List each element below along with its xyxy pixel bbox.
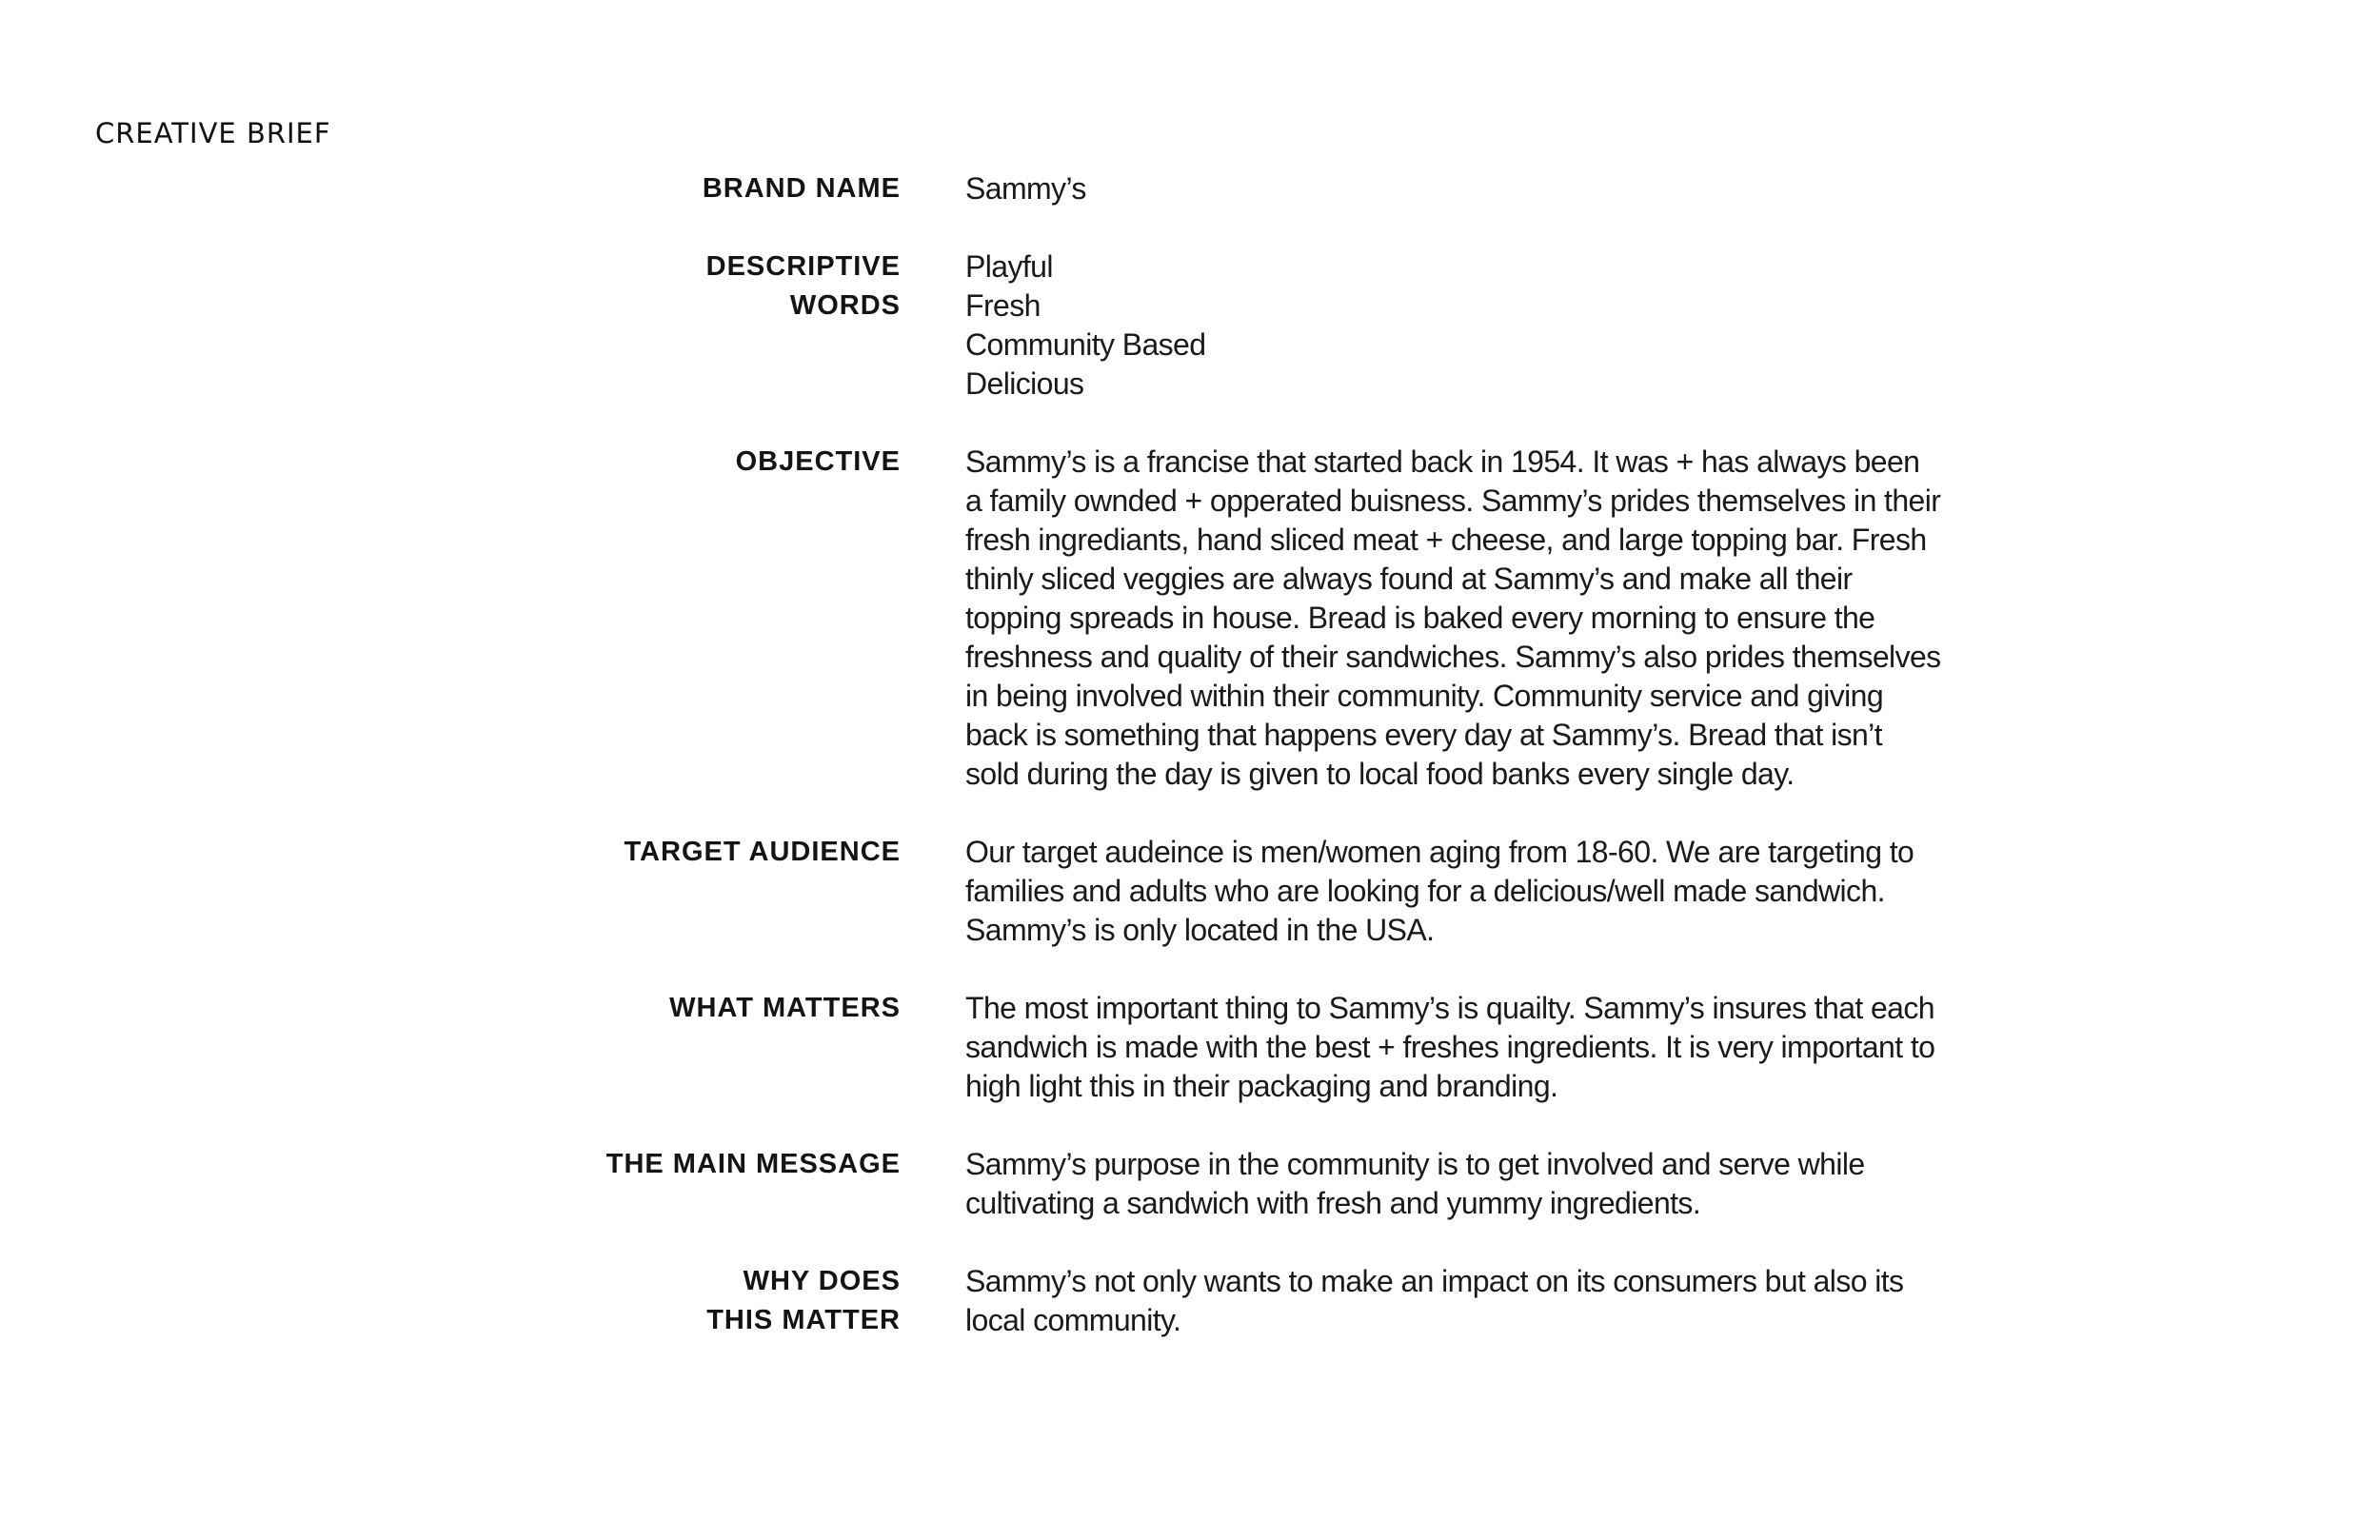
brief-row-main-message bbox=[533, 1145, 1942, 1223]
brief-row-what-matters bbox=[533, 989, 1942, 1106]
brief-row-descriptive-words bbox=[533, 247, 1942, 404]
descriptive-words-list bbox=[965, 247, 1942, 404]
descriptive-words-label-line1: DESCRIPTIVE bbox=[705, 251, 901, 282]
main-message-label: THE MAIN MESSAGE bbox=[605, 1149, 901, 1179]
descriptive-words-label bbox=[533, 247, 901, 326]
descriptive-word: Delicious bbox=[965, 366, 1084, 401]
brief-row-brand-name bbox=[533, 169, 1942, 208]
page-title: CREATIVE BRIEF bbox=[95, 117, 331, 149]
creative-brief-table bbox=[533, 169, 1942, 1340]
target-audience-value: Our target audeince is men/women aging from 18-60. We are targeting to families and adults who are looking for a delicious/well made sandwich. Sammy’s is only located in the USA. bbox=[965, 835, 1914, 947]
brand-name-value: Sammy’s bbox=[965, 171, 1086, 206]
brief-row-why-matter bbox=[533, 1262, 1942, 1340]
objective-label: OBJECTIVE bbox=[735, 446, 901, 477]
main-message-value: Sammy’s purpose in the community is to get involved and serve while cultivating a sandwich with fresh and yummy ingredients. bbox=[965, 1147, 1865, 1220]
brand-name-label: BRAND NAME bbox=[702, 173, 901, 204]
descriptive-word: Playful bbox=[965, 249, 1053, 284]
target-audience-label: TARGET AUDIENCE bbox=[624, 837, 901, 867]
why-matter-value: Sammy’s not only wants to make an impact on its consumers but also its local community. bbox=[965, 1264, 1904, 1337]
descriptive-words-label-line2: WORDS bbox=[789, 290, 901, 321]
brief-row-target-audience bbox=[533, 833, 1942, 950]
why-matter-label-line1: WHY DOES bbox=[743, 1266, 901, 1296]
what-matters-label: WHAT MATTERS bbox=[669, 993, 901, 1023]
descriptive-word: Fresh bbox=[965, 288, 1041, 323]
why-matter-label-line2: THIS MATTER bbox=[706, 1305, 901, 1335]
brief-row-objective bbox=[533, 443, 1942, 794]
descriptive-word: Community Based bbox=[965, 327, 1206, 362]
objective-value: Sammy’s is a francise that started back in 1954. It was + has always been a family ownded + opperated buisness. Sammy’s prides themselves in their fresh ingrediants, hand sliced meat + cheese, and large topping bar. Fresh thinly sliced veggies are always found at Sammy’s and make all their topping spreads in house. Bread is baked every morning to ensure the freshness and quality of their sandwiches. Sammy’s also prides themselves in being involved within their community. Community service and giving back is something that happens every day at Sammy’s. Bread that isn’t sold during the day is given to local food banks every single day. bbox=[965, 444, 1941, 791]
what-matters-value: The most important thing to Sammy’s is quailty. Sammy’s insures that each sandwich is made with the best + freshes ingredients. It is very important to high light this in their packaging and branding. bbox=[965, 991, 1935, 1103]
why-matter-label bbox=[533, 1262, 901, 1340]
